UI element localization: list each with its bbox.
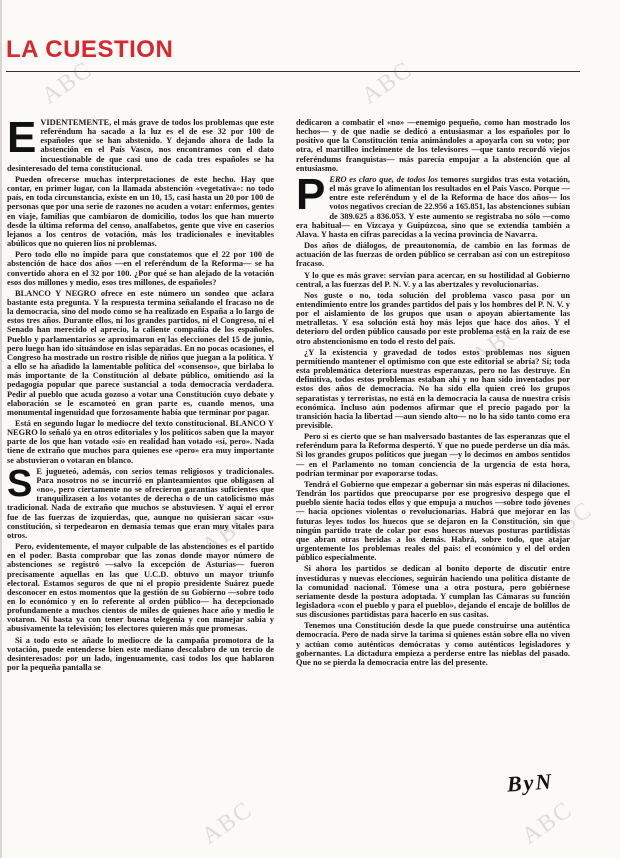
paragraph: EVIDENTEMENTE, el más grave de todos los problemas que este referéndum ha sacado a la luz es el de ese 32 por 100 de españoles que se han abstenido. Y dejando ahora de lado la abstención en el País Vasco, nos encontramos con el dato incuestionable de que casi uno de cada tres españoles se ha desinteresado del tema constitucional.	[7, 118, 274, 173]
watermark: ABC	[357, 56, 418, 110]
paragraph: Si ahora los partidos se dedican al bonito deporte de discutir entre investiduras y nuevas elecciones, seguirán haciendo una política distante de la comunidad nacional. Tómese una a otra postura, pero gobiérnese seriamente desde la postura adoptada. Y cumplan las Cámaras su función legisladora «con el pueblo y para el pueblo», dejando el encaje de bolillos de sus discusiones partidistas para hacerlo en sus casitas.	[296, 564, 570, 620]
paragraph: Tendrá el Gobierno que empezar a gobernar sin más esperas ni dilaciones. Tendrán los partidos que preocuparse por ese progresivo despego que el pueblo siente hacia todos ellos y que empuja a muchos —sobre todo jóvenes— hacia opciones violentas o revolucionarias. Habrá que mejorar en las futuras leyes todos los huecos que se dejaron en la Constitución, sin que ningún partido trate de colar por esos huecos nuevas posturas partidistas que abran otras heridas a los demás. Habrá, sobre todo, que atajar urgentemente los problemas reales del país: el económico y el del orden público especialmente.	[296, 479, 570, 563]
watermark: ABC	[197, 796, 258, 850]
paragraph: Pueden ofrecerse muchas interpretaciones de este hecho. Hay que contar, en primer lugar, con la llamada abstención «vegetativa»: no todo país, en toda circunstancia, existe en un 10, 15, casi hasta un 20 por 100 de personas que por una serie de razones no acuden a votar: enfermos, gentes en viaje, familias que cambiaron de domicilio, todos los que han muerto desde la última reforma del censo, analfabetos, gente que vive en caseríos lejanos a los centros de votación, más los tradicionales e inevitables abúlicos que no quieren líos ni problemas.	[7, 174, 274, 249]
paragraph: Pero, evidentemente, el mayor culpable de las abstenciones es el partido en el poder. Basta comprobar que las zonas donde mayor número de abstenciones se registró —salvo la excepción de Asturias— fueron precisamente aquellas en las que U.C.D. obtuvo un mayor triunfo electoral. Estamos seguros de que ni el propio presidente Suárez puede desconocer en estos momentos que la gestión de su Gobierno —sobre todo en lo económico y en lo referente al orden público— ha decepcionado profundamente a muchos cientos de miles de quienes hace año y medio le votaron. Ni basta ya con tener buena telegenia y con manejar sabia y abusivamente la televisión; los electores quieren más que promesas.	[7, 542, 274, 634]
watermark: ABC	[467, 316, 528, 370]
paragraph: Pero si es cierto que se han malversado bastantes de las esperanzas que el referéndum para la Reforma despertó. Y que no puede perderse un día más. Si los grandes grupos políticos que juegan —y lo decimos en ambos sentidos— en el Parlamento no toman conciencia de la urgencia de esta hora, podrían terminar por evaporarse todas.	[296, 432, 570, 478]
paragraph: Y lo que es más grave: servían para acercar, en su hostilidad al Gobierno central, a las fuerzas del P. N. V. y a las abertzales y revolucionarias.	[296, 270, 570, 289]
paragraph: dedicaron a combatir el «no» —enemigo pequeño, como han mostrado los hechos— y de que nadie se dedicó a entusiasmar a los españoles por lo positivo que la Constitución tenía animándoles a apoyarla con su voto; por otra, el martilleo incleimente de los televisores —que tanto recordó viejos referéndums franquistas— más parecía empujar a la abstención que al entusiasmo.	[296, 118, 570, 173]
watermark: ABC	[197, 506, 258, 560]
paragraph: Si a todo esto se añade lo mediocre de la campaña promotora de la votación, puede entenderse bien este mediano descalabro de un tercio de desinteresados: por un lado, ingenuamente, casi todos los que hablaron por la pequeña pantalla se	[7, 635, 274, 673]
paragraph: Dos años de diálogos, de preautonomía, de cambio en las formas de actuación de las fuerzas de orden público se cerraban así con un estrepitoso fracaso.	[296, 241, 570, 269]
paragraph: BLANCO Y NEGRO ofrece en este número un sondeo que aclara bastante esta pregunta. Y la respuesta termina señalando el fracaso no de la democracia, sino del modo como se ha realizado en España a lo largo de estos tres años. Durante ellos, ni los grandes partidos, ni el Congreso, ni el Senado han merecido el aprecio, la caliente compañía de los españoles. Pueblo y parlamentarios se aproximaron en las elecciones del 15 de junio, pero luego han ido situándose en islas separadas. En no pocas ocasiones, el Congreso ha mostrado un rostro risible de niños que juegan a la política. Y a ello se ha añadido la lamentable política del «consenso», que birlaba lo más importante de la Constitución al debate público, omitiendo así la pedagogía popular que parece sustancial a toda democracia verdadera. Pedir al pueblo que acuda gozoso a votar una Constitución cuyo debate y elaboración se le escamoteó en gran parte es, cuando menos, una monumental ingenuidad que forzosamente había que terminar por pagar.	[7, 288, 274, 417]
headline-rule	[6, 71, 580, 72]
watermark: ABC	[537, 496, 598, 550]
paragraph: Está en segundo lugar lo mediocre del texto constitucional. BLANCO Y NEGRO lo señaló ya en otros editoriales y los políticos saben que la mayor parte de los que han votado «sí» en realidad han votado «sí, pero». Nada tiene de extraño que muchos para quienes ese «pero» era muy importante se abstuvieran o votaran en blanco.	[7, 419, 274, 465]
paragraph: Pero todo ello no impide para que constatemos que el 22 por 100 de abstención de hace dos años —en el referéndum de la Reforma— se ha convertido ahora en el 32 por 100. ¿Por qué se han alejado de la votación esos dos millones y medio, esos tres millones, de españoles?	[7, 250, 274, 287]
watermark: ABC	[37, 56, 98, 110]
dropcap: S	[7, 462, 33, 505]
watermark: ABC	[517, 796, 578, 850]
dropcap: P	[296, 169, 326, 219]
paragraph: Nos guste o no, toda solución del problema vasco pasa por un entendimiento entre los grandes partidos del país y los hombres del P. N. V. y por el aislamiento de los grupos que usan o apoyan abiertamente las metralletas. Y esa solución está hoy más lejos que hace dos años. Y el deterioro del orden público causado por este problema está en la raíz de ese otro abstencionismo en todo el resto del país.	[296, 290, 570, 346]
left-column	[7, 118, 274, 833]
paragraph: ¿Y la existencia y gravedad de todos estos problemas nos siguen permitiendo mantener el optimismo con que este editorial se abría? Sí; toda esta problemática deteriora nuestras esperanzas, pero no las destruye. En definitiva, todos estos problemas estaban ahí y no han sido inventados por estos dos años de democracia. No ha sido ella quien creó los grupos separatistas y terroristas, no está en la democracia la causa de nuestra crisis económica. Incluso aún podemos afirmar que el precio pagado por la transición hacia la libertad —aun siendo alto— no lo ha sido tanto como era previsible.	[296, 347, 570, 430]
signature-logo: ByN	[506, 768, 555, 797]
right-column	[296, 118, 570, 848]
paragraph: PERO es claro que, de todos los temores surgidos tras esta votación, el más grave lo alimentan los resultados en el País Vasco. Porque —entre este referéndum y el de la Reforma de hace dos años— los votos negativos crecían de 22.956 a 165.851, las abstenciones subían de 389.625 a 836.053. Y este aumento se registraba no sólo —como era habitual— en Vizcaya y Guipúzcoa, sino que se extendía también a Alava. Y hasta en cifras parecidas a la vecina provincia de Navarra.	[296, 169, 570, 239]
watermark: ABC	[127, 326, 188, 380]
paragraph: Tenemos una Constitución desde la que puede construirse una auténtica democracia. Pero de nada sirve la tarima si quienes están sobre ella no viven y actúan como auténticos demócratas y como auténticos legisladores y gobernantes. La dictadura empieza a perderse entre las nieblas del pasado. Que no se pierda la democracia entre las del presente.	[296, 621, 570, 667]
paragraph: S E jugueteó, además, con serios temas religiosos y tradicionales. Para nosotros no se incurrió en planteamientos que obligasen al «no», pero ciertamente no se ofrecieron garantías suficientes que tranquilizasen a los votantes de derecha o de un catolicismo más tradicional. Nada de extraño que muchos se abstuviesen. Y aquí el error fue de las fuerzas de izquierdas, que, aunque no quisieran sacar «su» constitución, si terpedearon en demasía temas que eran muy vitales para otros.	[7, 462, 274, 540]
headline: LA CUESTION	[6, 36, 174, 63]
dropcap: E	[7, 118, 37, 162]
